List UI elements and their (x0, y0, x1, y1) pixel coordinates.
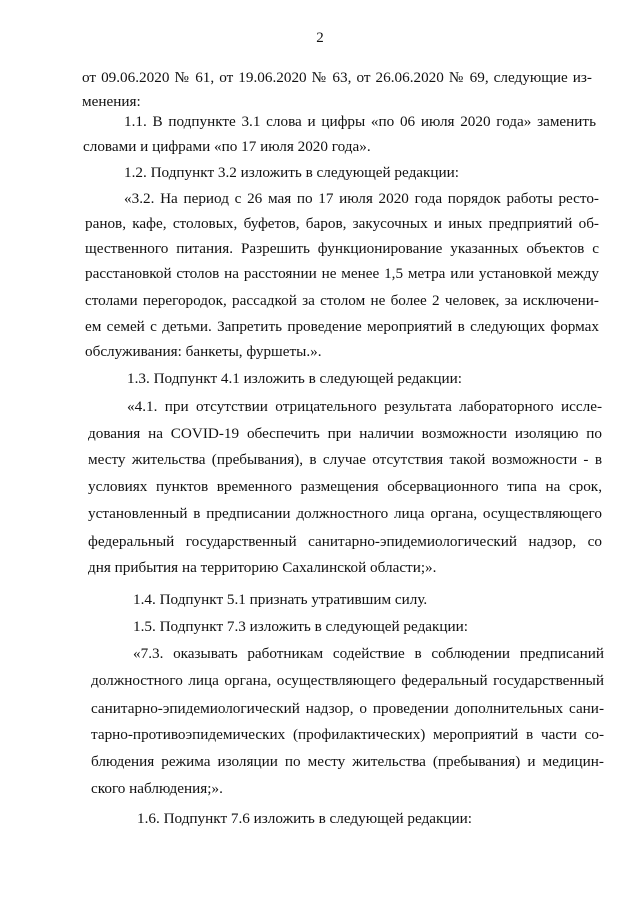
text-line: федеральный государственный санитарно-эпидемиологический надзор, со (88, 533, 602, 550)
text-line: тарно-противоэпидемических (профилактических) мероприятий в части со- (91, 726, 604, 743)
text-line: столами перегородок, рассадкой за столом не более 2 человек, за исключени- (85, 292, 599, 309)
text-line: щественного питания. Разрешить функционирование указанных объектов с (85, 240, 599, 257)
text-line: «4.1. при отсутствии отрицательного результата лабораторного иссле- (127, 398, 602, 415)
text-line: ранов, кафе, столовых, буфетов, баров, закусочных и иных предприятий об- (85, 215, 599, 232)
text-line: 1.6. Подпункт 7.6 изложить в следующей редакции: (137, 810, 473, 827)
text-line: словами и цифрами «по 17 июля 2020 года». (83, 138, 371, 155)
page-number: 2 (316, 30, 324, 46)
text-line: обслуживания: банкеты, фуршеты.». (85, 343, 322, 360)
text-line: 1.2. Подпункт 3.2 изложить в следующей редакции: (124, 164, 460, 181)
text-line: менения: (82, 93, 141, 110)
text-line: 1.3. Подпункт 4.1 изложить в следующей редакции: (127, 370, 463, 387)
text-line: должностного лица органа, осуществляющего федеральный государственный (91, 672, 604, 689)
text-line: расстановкой столов на расстоянии не менее 1,5 метра или установкой между (85, 265, 599, 282)
text-line: 1.5. Подпункт 7.3 изложить в следующей редакции: (133, 618, 469, 635)
text-line: установленный в предписании должностного лица органа, осуществляющего (88, 505, 602, 522)
text-line: блюдения режима изоляции по месту жительства (пребывания) и медицин- (91, 753, 604, 770)
text-line: месту жительства (пребывания), в случае отсутствия такой возможности - в (88, 451, 602, 468)
text-line: от 09.06.2020 № 61, от 19.06.2020 № 63, от 26.06.2020 № 69, следующие из- (82, 69, 592, 86)
text-line: «7.3. оказывать работникам содействие в соблюдении предписаний (133, 645, 604, 662)
text-line: ем семей с детьми. Запретить проведение мероприятий в следующих формах (85, 318, 599, 335)
text-line: санитарно-эпидемиологический надзор, о проведении дополнительных сани- (91, 700, 604, 717)
text-line: дования на COVID-19 обеспечить при наличии возможности изоляцию по (88, 425, 602, 442)
text-line: дня прибытия на территорию Сахалинской области;». (88, 559, 437, 576)
text-line: 1.4. Подпункт 5.1 признать утратившим силу. (133, 591, 428, 608)
text-line: 1.1. В подпункте 3.1 слова и цифры «по 06 июля 2020 года» заменить (124, 113, 596, 130)
text-line: условиях пунктов временного размещения обсервационного типа на срок, (88, 478, 602, 495)
text-line: ского наблюдения;». (91, 780, 223, 797)
text-line: «3.2. На период с 26 мая по 17 июля 2020 года порядок работы ресто- (124, 190, 599, 207)
